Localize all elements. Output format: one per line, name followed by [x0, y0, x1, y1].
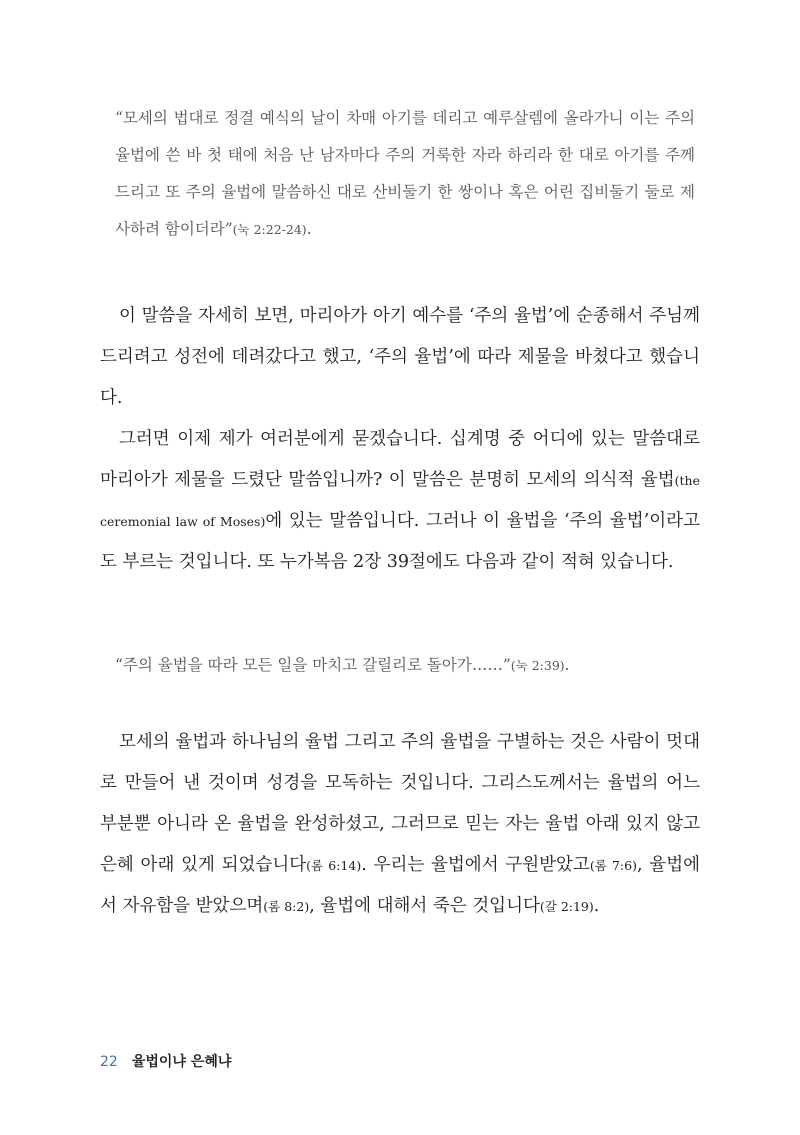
scripture-reference: (롬 7:6) [589, 858, 637, 873]
quote-text: “주의 율법을 따라 모든 일을 마치고 갈릴리로 돌아가……” [115, 656, 511, 674]
paragraph-text: 그러면 이제 제가 여러분에게 묻겠습니다. 십계명 중 어디에 있는 말씀대로 마리아가 제물을 드렸단 말씀입니까? 이 말씀은 분명히 모세의 의식적 율법 [100, 429, 700, 490]
paragraph-text: . 우리는 율법에서 구원받았고 [361, 855, 590, 875]
page-footer [100, 1051, 231, 1071]
paragraph [100, 722, 700, 927]
scripture-reference: (눅 2:22-24) [232, 222, 307, 237]
paragraph-text: 이 말씀을 자세히 보면, 마리아가 아기 예수를 ‘주의 율법’에 순종해서 주님께 드리려고 성전에 데려갔다고 했고, ‘주의 율법’에 따라 제물을 바쳤다고 했습니다. [100, 306, 700, 408]
paragraph-text: 에 있는 말씀입니다. 그러나 이 율법을 ‘주의 율법’이라고도 부르는 것입니다. 또 누가복음 2장 39절에도 다음과 같이 적혀 있습니다. [100, 511, 700, 572]
body-text-section-1 [100, 296, 700, 583]
paragraph [100, 296, 700, 419]
paragraph [100, 419, 700, 583]
page-number: 22 [100, 1054, 118, 1070]
quote-period: . [564, 656, 570, 674]
block-quote-luke-2-22-24 [115, 100, 695, 248]
paragraph-text: , 율법에 대해서 죽은 것입니다 [309, 896, 540, 916]
paragraph-text: , 율법에서 자유함을 받았으며 [100, 855, 701, 916]
block-quote-luke-2-39 [115, 647, 695, 684]
body-text-section-2 [100, 722, 700, 927]
scripture-reference: (롬 6:14) [306, 858, 362, 873]
quote-text: “모세의 법대로 정결 예식의 날이 차매 아기를 데리고 예루살렘에 올라가니 이는 주의 율법에 쓴 바 첫 태에 처음 난 남자마다 주의 거룩한 자라 하리라 한 대로 아기를 주께 드리고 또 주의 율법에 말씀하신 대로 산비둘기 한 쌍이나 혹은 어린 집비둘기 둘로 제사하려 함이더라” [115, 109, 695, 238]
scripture-reference: (눅 2:39) [510, 658, 565, 673]
scripture-reference: (갈 2:19) [539, 899, 594, 914]
paragraph-text: 모세의 율법과 하나님의 율법 그리고 주의 율법을 구별하는 것은 사람이 멋대로 만들어 낸 것이며 성경을 모독하는 것입니다. 그리스도께서는 율법의 어느 부분뿐 아니라 온 율법을 완성하셨고, 그러므로 믿는 자는 율법 아래 있지 않고 은혜 아래 있게 되었습니다 [100, 732, 700, 875]
paragraph-text: . [593, 896, 600, 916]
english-term: (the ceremonial law of Moses) [100, 473, 700, 529]
running-title: 율법이냐 은혜냐 [131, 1054, 232, 1070]
scripture-reference: (롬 8:2) [263, 899, 310, 914]
quote-period: . [306, 220, 312, 238]
